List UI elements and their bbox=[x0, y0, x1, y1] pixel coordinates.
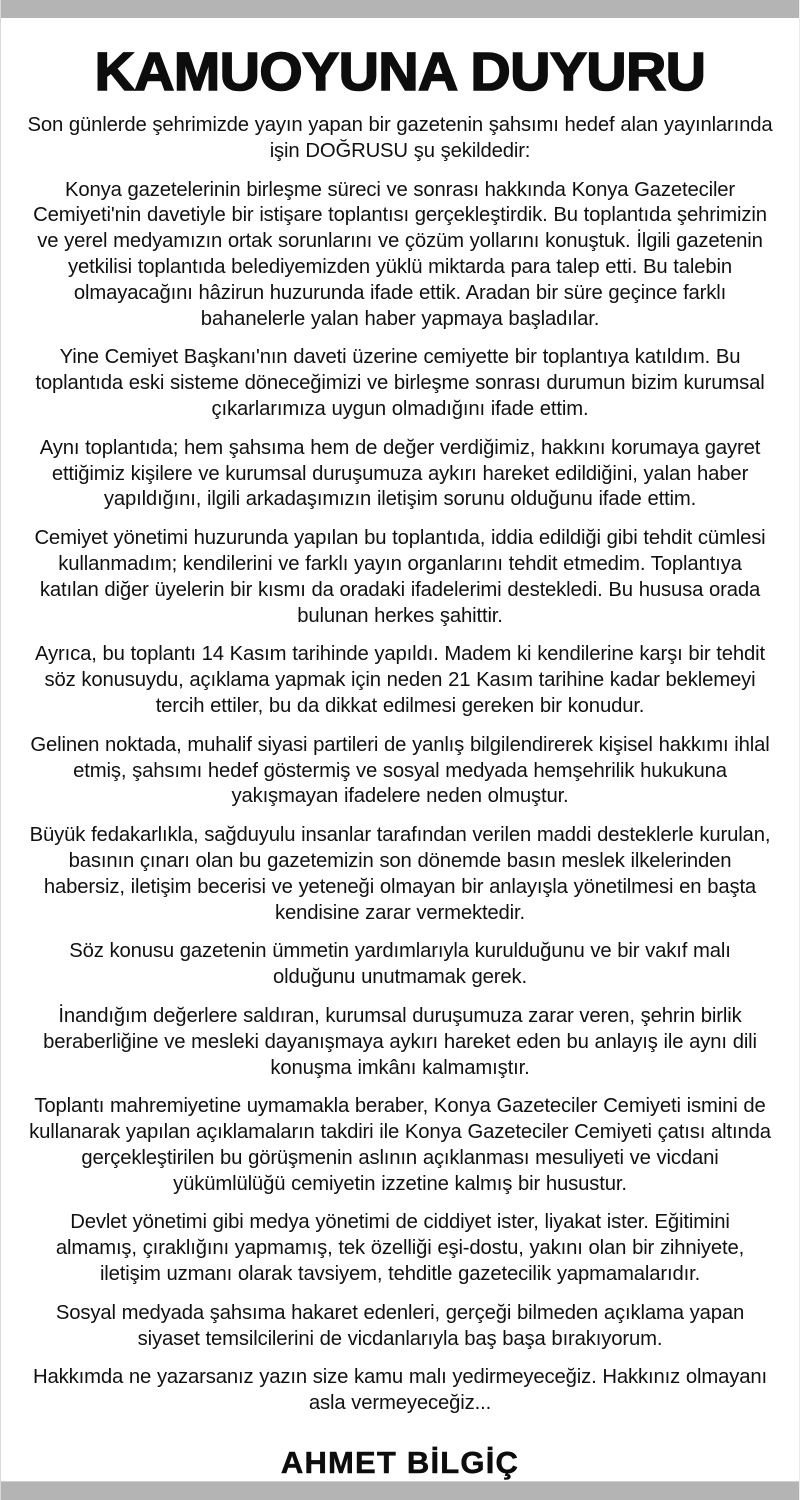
paragraph-4: Cemiyet yönetimi huzurunda yapılan bu toplantıda, iddia edildiği gibi tehdit cümlesi kullanmadım; kendilerini ve farklı yayın organlarını tehdit etmedim. Toplantıya katılan diğer üyelerin bir kısmı da oradaki ifadelerimi destekledi. Bu hususa orada bulunan herkes şahittir. bbox=[34, 527, 766, 627]
paragraph-5: Ayrıca, bu toplantı 14 Kasım tarihinde yapıldı. Madem ki kendilerine karşı bir tehdit söz konusuydu, açıklama yapmak için neden 21 Kasım tarihine kadar beklemeyi tercih ettiler, bu da dikkat edilmesi gereken bir konudur. bbox=[35, 643, 765, 717]
paragraph-12: Sosyal medyada şahsıma hakaret edenleri, gerçeği bilmeden açıklama yapan siyaset temsilcilerini de vicdanlarıyla baş başa bırakıyorum. bbox=[55, 1301, 745, 1350]
bottom-gray-band bbox=[1, 1481, 799, 1500]
paragraph-8: Söz konusu gazetenin ümmetin yardımlarıyla kurulduğunu ve bir vakıf malı olduğunu unutmamak gerek. bbox=[69, 940, 731, 989]
top-gray-band bbox=[1, 0, 799, 18]
author-signature: AHMET BİLGİÇ bbox=[280, 1445, 520, 1481]
paragraph-intro: Son günlerde şehrimizde yayın yapan bir gazetenin şahsımı hedef alan yayınlarında işin DOĞRUSU şu şekildedir: bbox=[27, 114, 773, 162]
paragraph-1: Konya gazetelerinin birleşme süreci ve sonrası hakkında Konya Gazeteciler Cemiyeti'nin davetiyle bir istişare toplantısı gerçekleştirdik. Bu toplantıda şehrimizin ve yerel medyamızın ortak sorunlarını ve çözüm yollarını konuştuk. İlgili gazetenin yetkilisi toplantıda belediyemizden yüklü miktarda para talep etti. Bu talebin olmayacağını hâzirun huzurunda ifade ettik. Aradan bir süre geçince farklı bahanelerle yalan haber yapmaya başladılar. bbox=[33, 178, 767, 330]
paragraph-3: Aynı toplantıda; hem şahsıma hem de değer verdiğimiz, hakkını korumaya gayret ettiğimiz kişilere ve kurumsal duruşumuza aykırı hareket edildiğini, yalan haber yapıldığını, ilgili arkadaşımızın iletişim sorunu olduğunu ifade ettim. bbox=[39, 436, 761, 511]
paragraph-6: Gelinen noktada, muhalif siyasi partileri de yanlış bilgilendirerek kişisel hakkımı ihlal etmiş, şahsımı hedef göstermiş ve sosyal medyada hemşehrilik hukukuna yakışmayan ifadelere neden olmuştur. bbox=[30, 733, 770, 808]
paragraph-2: Yine Cemiyet Başkanı'nın daveti üzerine cemiyette bir toplantıya katıldım. Bu toplantıda eski sisteme döneceğimizi ve birleşme sonrası durumun bizim kurumsal çıkarlarımıza uygun olmadığını ifade ettim. bbox=[35, 346, 765, 420]
paragraph-9: İnandığım değerlere saldıran, kurumsal duruşumuza zarar veren, şehrin birlik beraberliğine ve mesleki dayanışmaya aykırı hareket eden bu anlayış ile aynı dili konuşma imkânı kalmamıştır. bbox=[43, 1004, 757, 1079]
paragraph-13: Hakkımda ne yazarsanız yazın size kamu malı yedirmeyeceğiz. Hakkınız olmayanı asla vermeyeceğiz... bbox=[33, 1366, 767, 1415]
paragraph-10: Toplantı mahremiyetine uymamakla beraber, Konya Gazeteciler Cemiyeti ismini de kullanarak yapılan açıklamaların takdiri ile Konya Gazeteciler Cemiyeti çatısı altında gerçekleştirilen bu görüşmenin aslının açıklanması mesuliyeti ve vicdani yükümlülüğü cemiyetin izzetine kalmış bir husustur. bbox=[29, 1095, 771, 1195]
announcement-sheet bbox=[1, 18, 799, 1481]
paragraph-11: Devlet yönetimi gibi medya yönetimi de ciddiyet ister, liyakat ister. Eğitimini almamış, çıraklığını yapmamış, tek özelliği eşi-dostu, yakını olan bir zihniyete, iletişim uzmanı olarak tavsiyem, tehditle gazetecilik yapmamalarıdır. bbox=[55, 1211, 745, 1286]
paragraph-7: Büyük fedakarlıkla, sağduyulu insanlar tarafından verilen maddi desteklerle kurulan, basının çınarı olan bu gazetemizin son dönemde basın meslek ilkelerinden habersiz, iletişim becerisi ve yeteneği olmayan bir anlayışla yönetilmesi en başta kendisine zarar vermektedir. bbox=[29, 824, 771, 924]
page-title: KAMUOYUNA DUYURU bbox=[94, 42, 706, 102]
